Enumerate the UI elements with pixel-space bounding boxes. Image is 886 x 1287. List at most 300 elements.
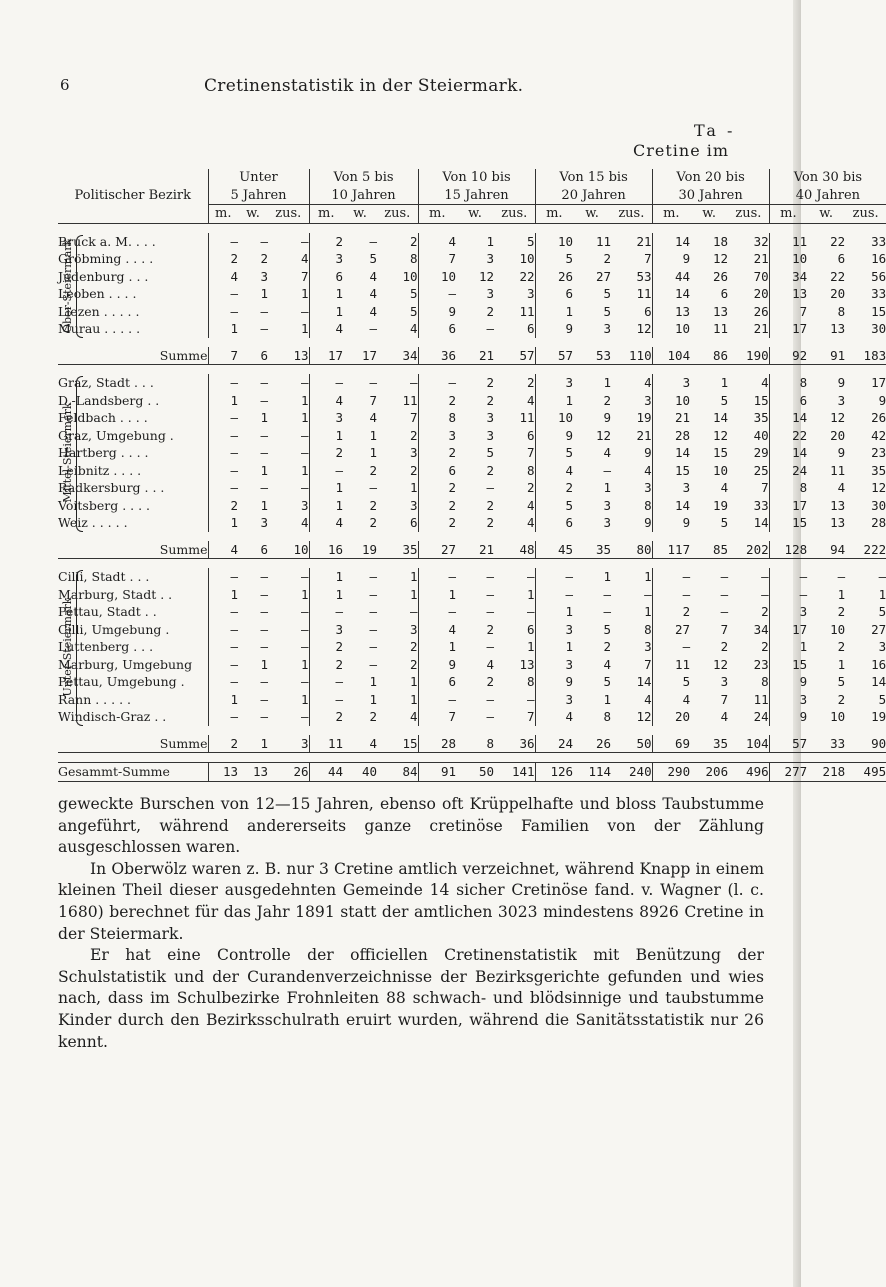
table-cell: — (208, 603, 238, 621)
table-cell: 5 (535, 250, 573, 268)
table-cell: 1 (301, 286, 309, 301)
table-cell: 1 (535, 303, 573, 321)
table-cell: 33 (753, 497, 769, 513)
table-cell: 10 (268, 541, 309, 559)
table-cell: 11 (636, 286, 652, 301)
table-cell: 4 (527, 515, 535, 530)
table-cell: 8 (837, 303, 846, 319)
table-cell: 2 (260, 251, 268, 266)
table-cell: 128 (769, 541, 807, 559)
table-cell: 2 (486, 674, 495, 689)
table-cell: 5 (878, 691, 886, 707)
table-cell: 53 (573, 347, 611, 365)
table-cell: 1 (837, 586, 846, 602)
table-cell: 9 (644, 515, 652, 530)
section-brace (76, 570, 83, 726)
table-cell: 11 (753, 691, 769, 707)
table-cell: 26 (535, 268, 573, 286)
district-name: Graz, Umgebung . (58, 427, 174, 443)
table-cell: 84 (377, 763, 418, 782)
table-cell: — (837, 569, 846, 584)
table-cell: 6 (527, 321, 535, 336)
table-cell: 1 (238, 735, 268, 753)
table-cell: 13 (519, 656, 535, 672)
age-group-line-2: 10 Jahren (331, 187, 396, 203)
table-cell: 23 (753, 656, 769, 672)
table-cell: 6 (410, 515, 418, 530)
table-cell: — (208, 638, 238, 656)
table-cell: 2 (486, 515, 495, 530)
table-cell: 7 (418, 708, 456, 726)
table-cell: 25 (753, 462, 769, 478)
table-cell: 10 (535, 233, 573, 251)
table-row (58, 268, 886, 286)
table-cell: — (208, 285, 238, 303)
table-cell: 15 (769, 656, 807, 674)
table-cell: 8 (527, 462, 535, 478)
table-cell: 19 (636, 410, 652, 425)
table-cell: — (418, 285, 456, 303)
table-cell: 45 (535, 541, 573, 559)
district-name: Leibnitz . . . . (58, 462, 142, 478)
age-group-header (208, 169, 309, 205)
table-cell: 9 (535, 427, 573, 445)
table-cell: 9 (535, 673, 573, 691)
table-cell: 26 (871, 410, 886, 425)
spacer (58, 338, 886, 347)
table-cell: 4 (837, 480, 846, 495)
table-cell: 5 (410, 286, 418, 301)
table-cell: 5 (878, 604, 886, 619)
table-cell: 30 (871, 497, 886, 513)
sub-header: w. (238, 205, 268, 224)
table-cell: 13 (268, 347, 309, 365)
table-cell: 4 (527, 497, 535, 513)
table-cell: — (208, 444, 238, 462)
table-title-line-2: Cretine im (633, 141, 730, 160)
age-group-header (535, 169, 652, 205)
table-cell: — (603, 586, 612, 602)
table-cell: 13 (208, 763, 238, 782)
table-cell: 26 (713, 268, 729, 284)
table-cell: 3 (410, 445, 418, 460)
table-cell: 3 (644, 639, 652, 654)
table-cell: 1 (309, 568, 343, 586)
table-cell: 36 (494, 735, 535, 753)
table-cell: 21 (456, 347, 494, 365)
table-cell: — (309, 462, 343, 480)
table-cell: 6 (418, 462, 456, 480)
table-cell: 1 (535, 392, 573, 410)
table-cell: 27 (418, 541, 456, 559)
table-row (58, 497, 886, 515)
table-cell: 9 (652, 250, 690, 268)
table-cell: 3 (644, 480, 652, 495)
total-row (58, 763, 886, 782)
table-cell: — (260, 375, 268, 390)
table-cell: 1 (260, 497, 268, 513)
table-cell: 28 (652, 427, 690, 445)
statistics-table (58, 169, 886, 782)
table-cell: 2 (603, 392, 612, 408)
table-cell: 2 (761, 604, 769, 619)
table-cell: 5 (603, 674, 612, 689)
table-cell: 1 (208, 320, 238, 338)
table-cell: 3 (301, 497, 309, 513)
table-cell: 10 (418, 268, 456, 286)
district-name: Radkersburg . . . (58, 480, 165, 495)
table-cell: 50 (456, 763, 494, 782)
table-cell: — (486, 586, 495, 602)
table-cell: 1 (644, 604, 652, 619)
table-cell: 5 (535, 497, 573, 515)
table-cell: 8 (410, 251, 418, 266)
table-cell: 1 (603, 691, 612, 707)
spacer (58, 726, 886, 735)
table-cell: 11 (519, 410, 535, 425)
table-cell: 3 (260, 515, 268, 530)
table-cell: — (309, 374, 343, 392)
table-cell: 1 (369, 427, 378, 443)
table-cell: 114 (573, 763, 611, 782)
table-cell: 4 (369, 303, 378, 319)
table-cell: 9 (652, 514, 690, 532)
table-cell: 9 (837, 445, 846, 460)
table-cell: 69 (652, 735, 690, 753)
table-cell: 496 (728, 763, 769, 782)
table-cell: 9 (878, 392, 886, 408)
table-cell: — (535, 568, 573, 586)
sum-row (58, 541, 886, 559)
table-cell: — (301, 569, 309, 584)
table-cell: 26 (573, 735, 611, 753)
section-side-label: Unter-Steiermark (61, 597, 74, 697)
table-cell: 3 (603, 497, 612, 513)
table-cell: — (535, 586, 573, 604)
age-group-line-1: Von 30 bis (793, 170, 863, 185)
district-name: Pettau, Umgebung . (58, 674, 185, 689)
table-cell: — (301, 674, 309, 689)
bezirk-header: Politischer Bezirk (58, 169, 208, 223)
table-cell: 12 (596, 427, 612, 443)
table-cell: 15 (769, 514, 807, 532)
table-cell: 2 (309, 638, 343, 656)
table-cell: — (720, 586, 729, 602)
table-cell: 7 (410, 410, 418, 425)
table-cell: 2 (208, 497, 238, 515)
sum-label: Summe (58, 735, 208, 753)
table-cell: 8 (769, 479, 807, 497)
table-cell: 4 (410, 321, 418, 336)
table-cell: — (260, 674, 268, 689)
table-cell: 21 (636, 233, 652, 249)
table-cell: — (644, 586, 652, 602)
table-cell: — (260, 445, 268, 460)
age-group-header (309, 169, 418, 205)
table-cell: 2 (837, 604, 846, 619)
table-row (58, 638, 886, 656)
table-cell: 18 (713, 233, 729, 249)
table-cell: 10 (535, 409, 573, 427)
table-cell: 4 (309, 514, 343, 532)
table-cell: 3 (652, 479, 690, 497)
table-cell: 4 (603, 656, 612, 672)
table-cell: 2 (418, 479, 456, 497)
table-cell: 94 (807, 541, 845, 559)
table-cell: 19 (871, 709, 886, 724)
table-cell: 6 (535, 285, 573, 303)
district-name: Murau . . . . . (58, 321, 141, 336)
table-cell: 29 (753, 445, 769, 460)
table-cell: — (260, 569, 268, 584)
table-cell: 3 (486, 427, 495, 443)
table-cell: 44 (652, 268, 690, 286)
table-row (58, 673, 886, 691)
table-cell: 34 (769, 268, 807, 286)
table-cell: 22 (830, 233, 846, 249)
table-cell: 10 (519, 251, 535, 266)
table-cell: 1 (301, 321, 309, 336)
table-cell: 1 (301, 392, 309, 408)
table-cell: 2 (761, 639, 769, 654)
table-cell: — (208, 479, 238, 497)
table-cell: 3 (769, 691, 807, 709)
table-cell: — (410, 604, 418, 619)
table-row (58, 514, 886, 532)
table-cell: 1 (301, 691, 309, 707)
sub-header: w. (343, 205, 377, 224)
age-group-line-1: Unter (239, 170, 278, 185)
table-cell: 206 (690, 763, 728, 782)
age-group-line-1: Von 10 bis (442, 170, 511, 185)
table-cell: 2 (410, 656, 418, 672)
table-cell: — (652, 638, 690, 656)
table-cell: 6 (720, 286, 729, 301)
table-cell: 80 (611, 541, 652, 559)
district-name: Feldbach . . . . (58, 410, 148, 425)
table-cell: 7 (527, 709, 535, 724)
table-cell: 42 (871, 427, 886, 443)
table-cell: 3 (603, 321, 612, 336)
section-brace (76, 235, 83, 338)
table-cell: 222 (845, 541, 886, 559)
table-cell: — (527, 691, 535, 707)
table-cell: — (527, 569, 535, 584)
table-row (58, 444, 886, 462)
table-cell: 5 (603, 621, 612, 637)
table-cell: 9 (644, 445, 652, 460)
table-cell: 5 (527, 233, 535, 249)
table-cell: 20 (753, 286, 769, 301)
table-row (58, 656, 886, 674)
table-cell: 202 (728, 541, 769, 559)
table-cell: — (260, 480, 268, 495)
table-cell: 17 (343, 347, 377, 365)
table-cell: 9 (418, 303, 456, 321)
table-cell: 8 (761, 674, 769, 689)
table-cell: 33 (807, 735, 845, 753)
table-cell: — (309, 673, 343, 691)
table-cell: 1 (208, 392, 238, 410)
table-cell: 4 (369, 286, 378, 301)
table-cell: 2 (208, 250, 238, 268)
table-cell: 6 (418, 673, 456, 691)
table-cell: 2 (410, 427, 418, 443)
table-cell: 15 (652, 462, 690, 480)
table-cell: 17 (769, 320, 807, 338)
table-cell: 53 (636, 268, 652, 284)
table-cell: — (652, 586, 690, 604)
table-cell: 4 (343, 735, 377, 753)
table-cell: 7 (527, 445, 535, 460)
table-cell: 4 (410, 709, 418, 724)
table-cell: 1 (309, 285, 343, 303)
table-cell: 57 (494, 347, 535, 365)
table-cell: 1 (260, 286, 268, 301)
district-name: Gröbming . . . . (58, 251, 154, 266)
table-cell: — (260, 621, 268, 637)
table-cell: 86 (690, 347, 728, 365)
table-cell: 1 (260, 410, 268, 425)
district-name: Marburg, Stadt . . (58, 586, 173, 602)
table-cell: 23 (871, 445, 886, 460)
table-cell: 4 (644, 375, 652, 390)
table-cell: 15 (753, 392, 769, 408)
table-cell: 4 (720, 480, 729, 495)
table-cell: 12 (478, 268, 495, 284)
table-cell: 40 (343, 763, 377, 782)
table-cell: 2 (410, 462, 418, 478)
table-cell: 10 (652, 392, 690, 410)
district-name: Cilli, Stadt . . . (58, 569, 150, 584)
table-cell: — (769, 586, 807, 604)
table-cell: 10 (830, 621, 846, 637)
table-cell: 11 (769, 233, 807, 251)
table-cell: 3 (535, 621, 573, 639)
table-cell: 21 (456, 541, 494, 559)
table-cell: 4 (208, 268, 238, 286)
table-cell: 14 (652, 497, 690, 515)
sub-header: w. (456, 205, 494, 224)
table-cell: 1 (837, 656, 846, 672)
table-cell: — (486, 709, 495, 724)
table-cell: 2 (720, 639, 729, 654)
table-cell: 290 (652, 763, 690, 782)
table-cell: 3 (878, 639, 886, 654)
table-cell: 27 (871, 621, 886, 637)
table-cell: 12 (713, 656, 729, 672)
table-cell: 1 (603, 569, 612, 584)
table-cell: 3 (535, 374, 573, 392)
table-cell: 1 (769, 638, 807, 656)
table-cell: 13 (830, 321, 846, 336)
table-cell: 92 (769, 347, 807, 365)
table-cell: 1 (260, 462, 268, 478)
age-group-line-2: 5 Jahren (230, 187, 287, 203)
table-cell: 3 (486, 286, 495, 301)
table-cell: — (486, 569, 495, 584)
table-cell: 35 (753, 410, 769, 425)
table-cell: 1 (410, 480, 418, 495)
table-cell: 4 (652, 691, 690, 709)
table-cell: — (369, 656, 378, 672)
age-group-header (652, 169, 769, 205)
table-cell: 12 (713, 427, 729, 443)
table-cell: 141 (494, 763, 535, 782)
table-cell: 1 (603, 480, 612, 495)
table-cell: 1 (369, 445, 378, 460)
table-cell: 2 (418, 444, 456, 462)
table-cell: 11 (596, 233, 612, 249)
table-cell: — (301, 303, 309, 319)
sub-header: m. (535, 205, 573, 224)
table-cell: — (603, 462, 612, 478)
table-cell: 11 (713, 321, 729, 336)
table-cell: 3 (410, 497, 418, 513)
table-cell: — (208, 621, 238, 639)
table-cell: 15 (377, 735, 418, 753)
table-cell: 19 (713, 497, 729, 513)
table-cell: 1 (535, 603, 573, 621)
table-cell: 34 (377, 347, 418, 365)
table-row (58, 374, 886, 392)
table-cell: 12 (830, 410, 846, 425)
table-cell: 11 (309, 735, 343, 753)
table-cell: 4 (418, 233, 456, 251)
table-cell: 2 (309, 656, 343, 674)
table-row (58, 303, 886, 321)
table-cell: 2 (309, 444, 343, 462)
table-cell: 7 (769, 303, 807, 321)
table-cell: 7 (761, 480, 769, 495)
table-cell: 22 (519, 268, 535, 284)
table-cell: — (369, 375, 378, 390)
table-cell: 17 (871, 375, 886, 390)
age-group-line-1: Von 15 bis (559, 170, 628, 185)
table-cell: 3 (309, 409, 343, 427)
district-name: Windisch-Graz . . (58, 709, 167, 724)
table-cell: 9 (603, 410, 612, 425)
table-cell: 14 (652, 285, 690, 303)
table-cell: 6 (527, 427, 535, 443)
table-cell: — (761, 586, 769, 602)
district-name: Luttenberg . . . (58, 639, 154, 654)
table-cell: 12 (636, 709, 652, 724)
table-cell: 6 (309, 268, 343, 286)
table-cell: — (260, 321, 268, 336)
table-cell: — (260, 604, 268, 619)
table-cell: 11 (652, 656, 690, 674)
table-cell: — (260, 691, 268, 707)
table-cell: 24 (769, 462, 807, 480)
table-cell: 36 (418, 347, 456, 365)
sub-header: m. (769, 205, 807, 224)
table-cell: 2 (418, 392, 456, 410)
table-cell: — (260, 586, 268, 602)
table-cell: 1 (720, 375, 729, 390)
table-cell: 6 (527, 621, 535, 637)
table-row (58, 603, 886, 621)
table-cell: — (208, 427, 238, 445)
table-cell: 14 (769, 444, 807, 462)
table-cell: — (603, 604, 612, 619)
table-cell: 30 (871, 321, 886, 336)
table-cell: 117 (652, 541, 690, 559)
table-cell: 3 (644, 392, 652, 408)
table-cell: 1 (369, 691, 378, 707)
table-cell: 4 (369, 410, 378, 425)
table-cell: 1 (208, 691, 238, 709)
